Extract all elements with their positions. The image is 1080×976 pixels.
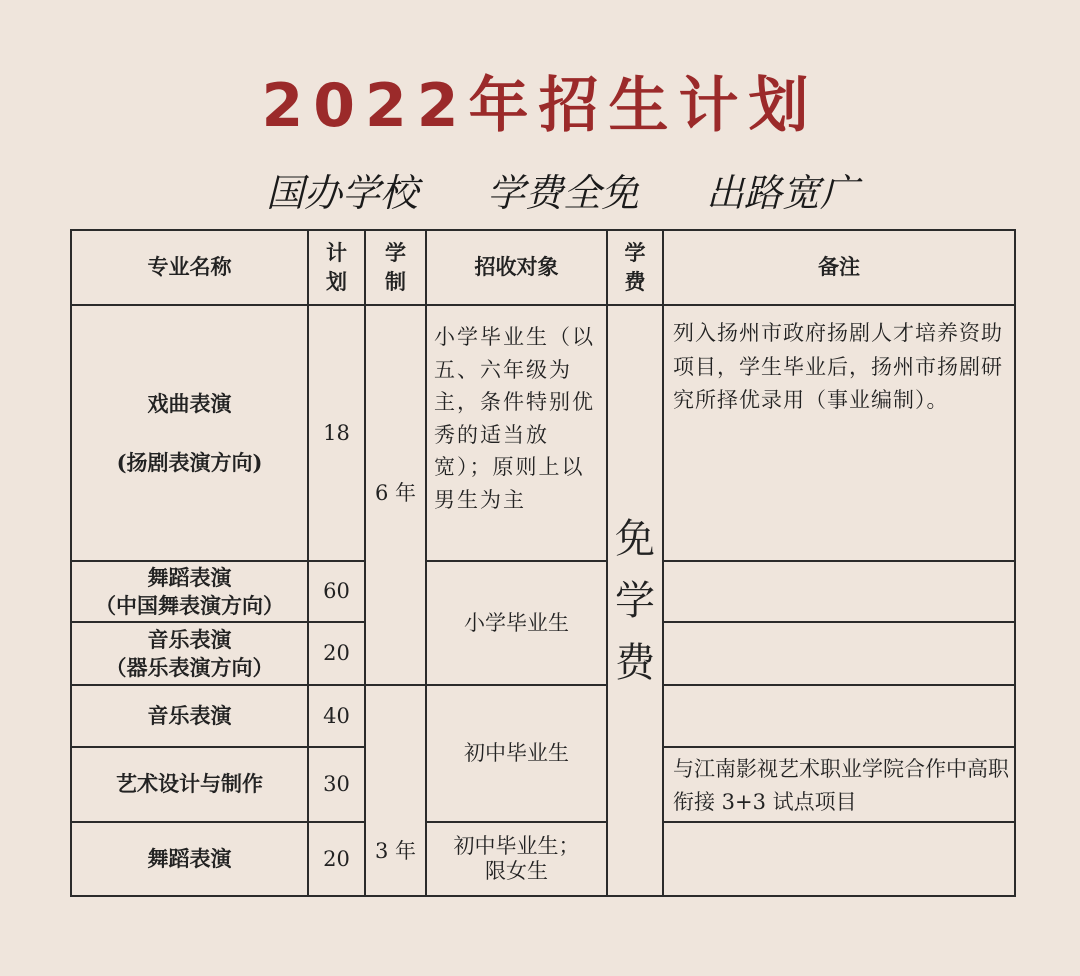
note-divider: [662, 746, 1016, 748]
major-name: 音乐表演: [147, 702, 232, 728]
col-divider: [662, 229, 664, 897]
slogan-broad-prospects: 出路宽广: [706, 171, 859, 215]
table-border-bottom: [70, 895, 1016, 897]
note-divider: [662, 821, 1016, 823]
slogan-free-tuition: 学费全免: [487, 171, 640, 215]
target-value: 小学毕业生（以五、六年级为主，条件特别优秀的适当放宽）；原则上以男生为主: [434, 325, 595, 512]
major-name: 艺术设计与制作: [116, 771, 263, 797]
plan-count: 30: [323, 772, 350, 797]
enrollment-table: [70, 229, 1016, 897]
plan-count: 18: [323, 421, 350, 445]
target-value: 初中毕业生: [464, 741, 569, 766]
plan-count: 60: [323, 579, 350, 604]
plan-count: 20: [323, 846, 350, 871]
plan-count: 20: [323, 641, 350, 666]
note-divider: [662, 684, 1016, 686]
target-value: 初中毕业生； 限女生: [453, 833, 580, 883]
major-name: 音乐表演 （器乐表演方向）: [105, 627, 274, 680]
note-divider: [662, 560, 1016, 562]
header-fee: 学 费: [624, 240, 646, 294]
header-target: 招收对象: [474, 254, 559, 280]
duration-value: 3 年: [374, 839, 417, 863]
page-title: 2022年招生计划: [261, 71, 819, 141]
fee-free: 免 学 费: [615, 515, 655, 686]
note-value: 与江南影视艺术职业学院合作中高职衔接 3+3 试点项目: [673, 757, 1009, 814]
slogan-public-school: 国办学校: [266, 171, 419, 215]
major-name: 舞蹈表演 （中国舞表演方向）: [95, 565, 284, 618]
major-name: 戏曲表演 (扬剧表演方向): [116, 390, 263, 475]
header-major: 专业名称: [147, 254, 232, 280]
note-divider: [662, 621, 1016, 623]
duration-value: 6 年: [374, 481, 417, 505]
target-value: 小学毕业生: [464, 610, 569, 635]
major-name: 舞蹈表演: [147, 845, 232, 871]
plan-count: 40: [323, 703, 350, 728]
header-duration: 学 制: [385, 240, 406, 294]
header-plan: 计 划: [326, 240, 347, 294]
note-value: 列入扬州市政府扬剧人才培养资助项目，学生毕业后，扬州市扬剧研究所择优录用（事业编制）。: [673, 321, 1003, 413]
header-note: 备注: [818, 254, 860, 280]
table-border-right: [1014, 229, 1016, 897]
